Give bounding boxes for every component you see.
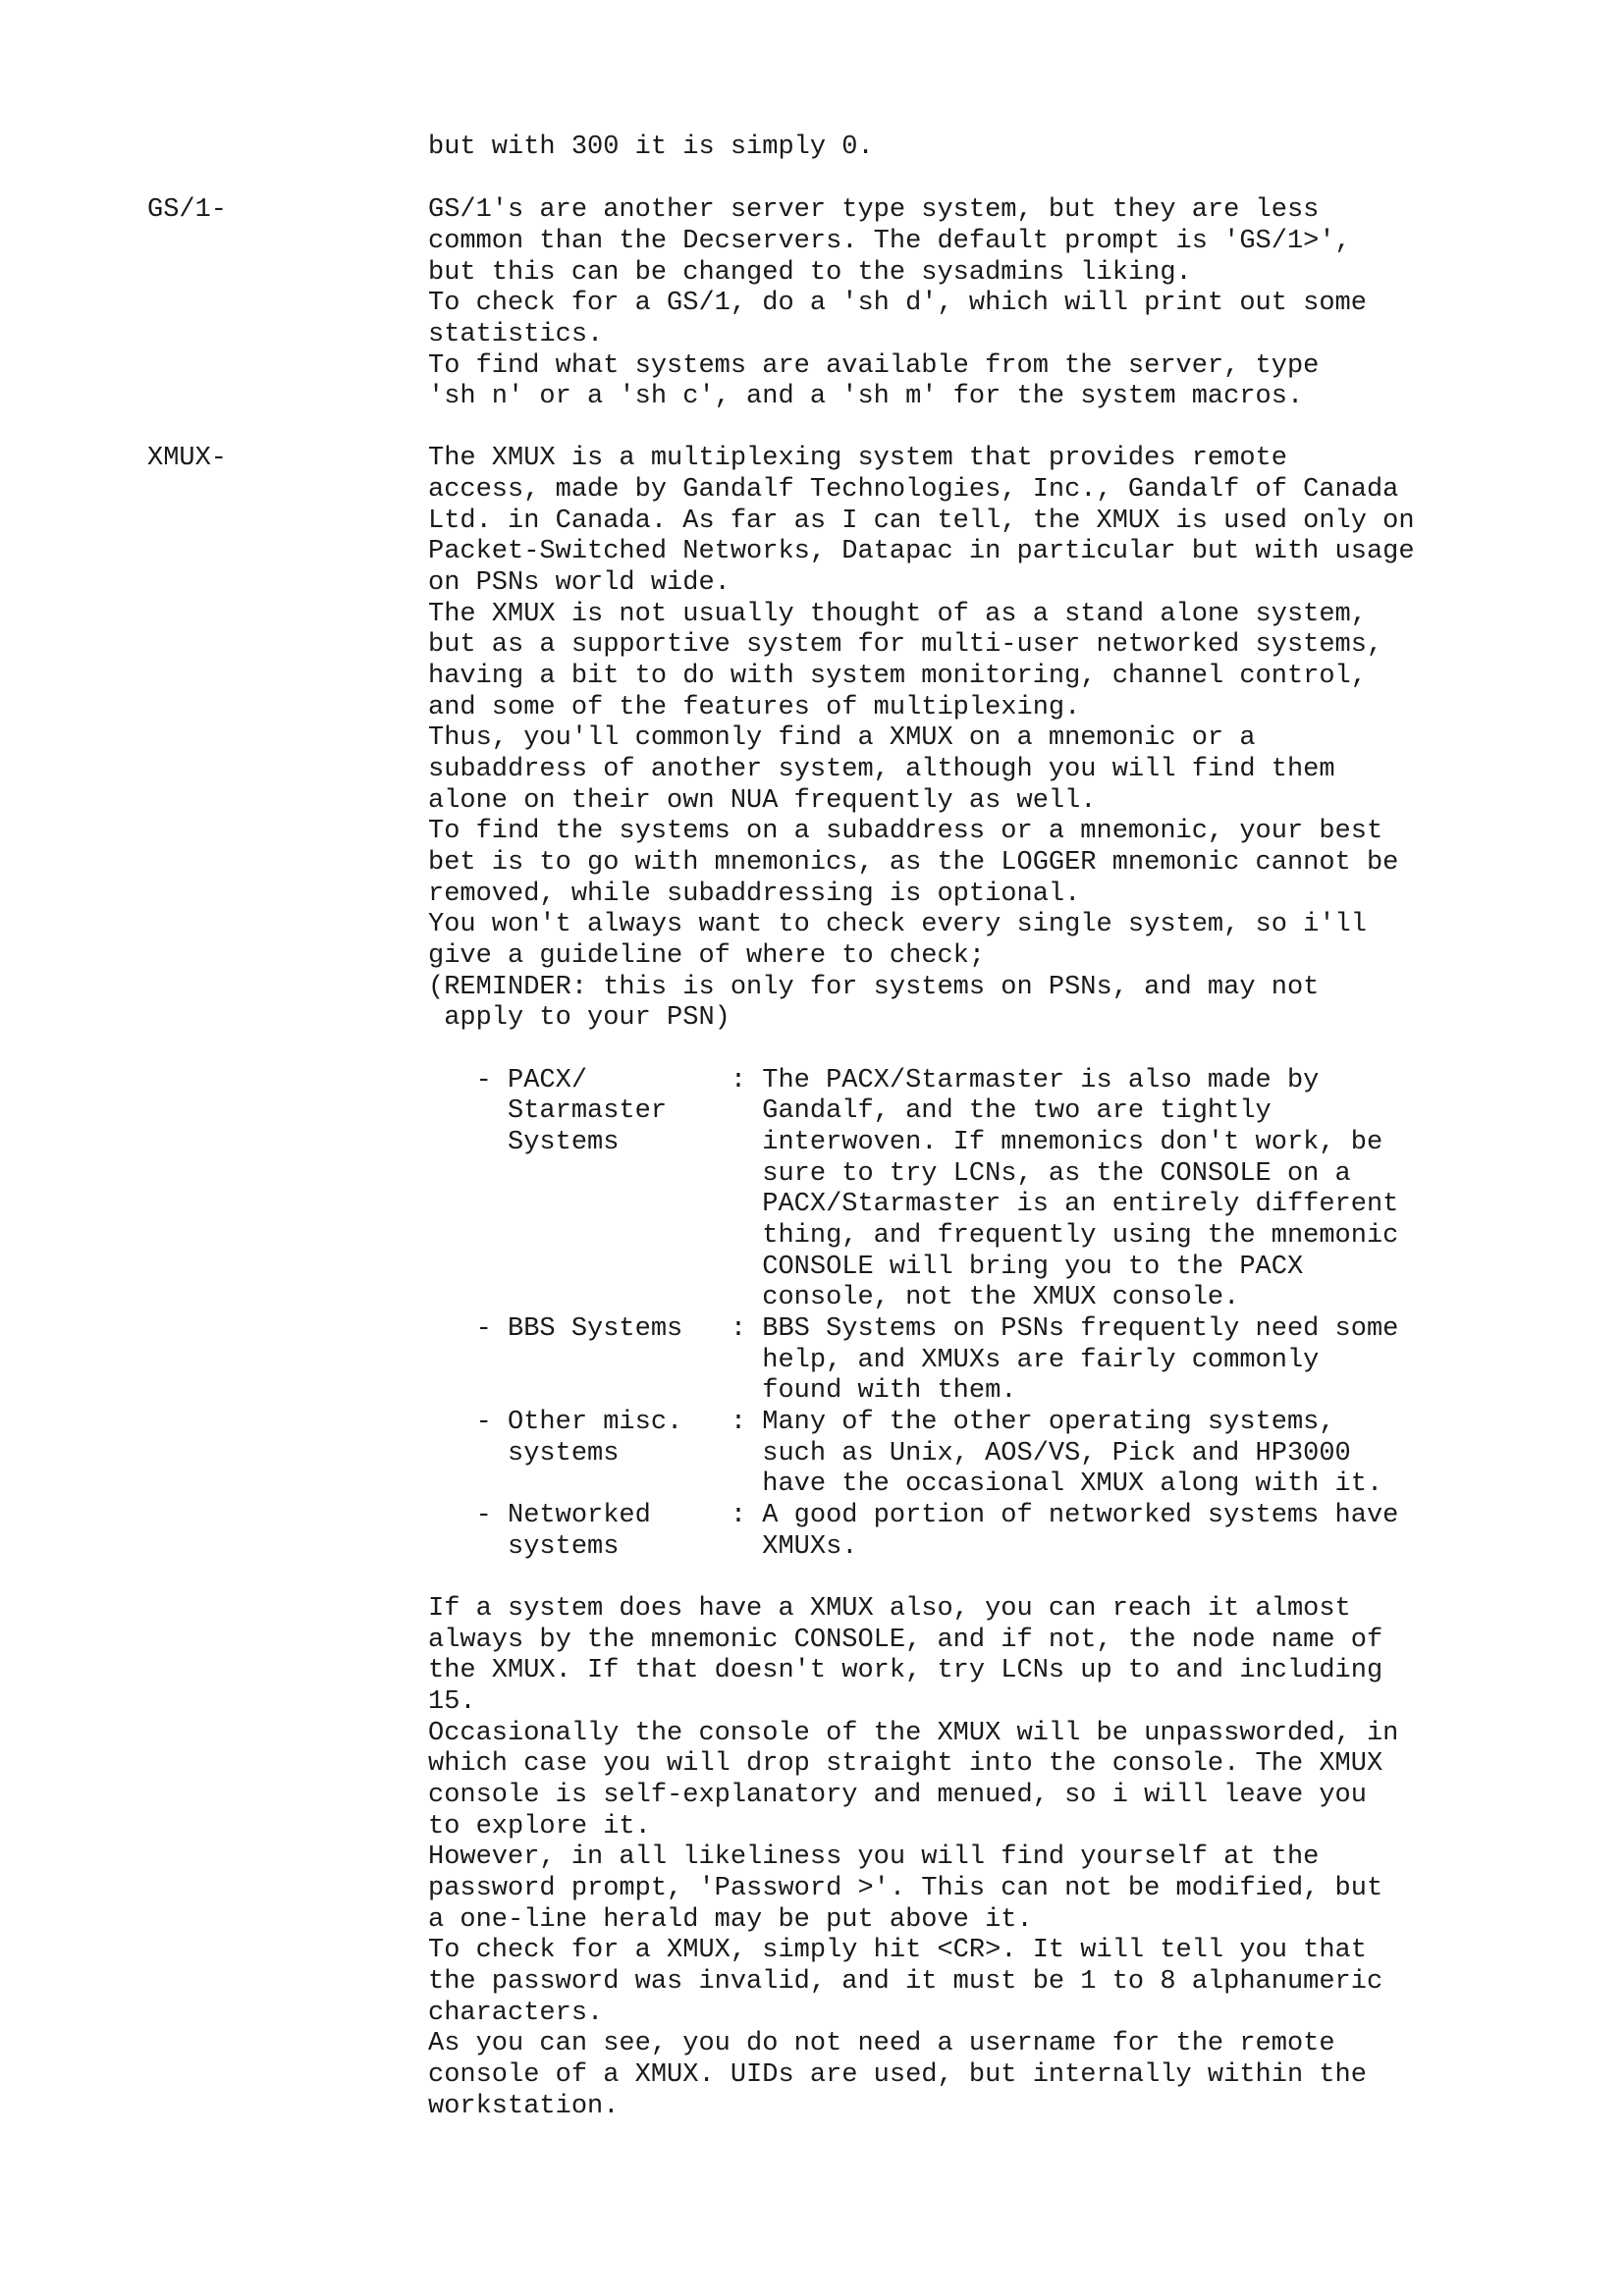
text-line: always by the mnemonic CONSOLE, and if not, the node name of — [428, 1626, 1383, 1655]
text-line: GS/1- — [147, 195, 228, 225]
text-line: apply to your PSN) — [428, 1003, 731, 1033]
text-line: and some of the features of multiplexing. — [428, 693, 1081, 722]
text-line: console is self-explanatory and menued, so i will leave you — [428, 1781, 1367, 1810]
text-line: To check for a GS/1, do a 'sh d', which will print out some — [428, 289, 1367, 318]
text-line: removed, while subaddressing is optional. — [428, 880, 1081, 909]
text-line: but with 300 it is simply 0. — [428, 133, 874, 162]
text-line: The XMUX is not usually thought of as a stand alone system, — [428, 600, 1367, 629]
text-line: found with them. — [428, 1376, 1017, 1406]
text-line: console, not the XMUX console. — [428, 1283, 1240, 1312]
text-line: console of a XMUX. UIDs are used, but internally within the — [428, 2060, 1367, 2090]
text-line: but this can be changed to the sysadmins liking. — [428, 258, 1192, 288]
text-line: The XMUX is a multiplexing system that provides remote — [428, 444, 1287, 473]
text-line: As you can see, you do not need a username for the remote — [428, 2029, 1335, 2058]
text-line: PACX/Starmaster is an entirely different — [428, 1190, 1399, 1219]
text-line: access, made by Gandalf Technologies, Inc., Gandalf of Canada — [428, 475, 1399, 505]
text-line: common than the Decservers. The default prompt is 'GS/1>', — [428, 227, 1351, 256]
text-line: characters. — [428, 1999, 604, 2028]
text-line: workstation. — [428, 2092, 620, 2121]
text-line: If a system does have a XMUX also, you can reach it almost — [428, 1594, 1351, 1624]
text-line: password prompt, 'Password >'. This can not be modified, but — [428, 1874, 1383, 1903]
text-line: GS/1's are another server type system, but they are less — [428, 195, 1320, 225]
text-line: - PACX/ : The PACX/Starmaster is also made by — [428, 1066, 1320, 1095]
text-line: - Other misc. : Many of the other operating systems, — [428, 1408, 1335, 1437]
text-line: (REMINDER: this is only for systems on PSNs, and may not — [428, 973, 1320, 1002]
text-line: but as a supportive system for multi-user networked systems, — [428, 630, 1383, 660]
text-line: Starmaster Gandalf, and the two are tightly — [428, 1096, 1272, 1126]
text-line: thing, and frequently using the mnemonic — [428, 1221, 1399, 1251]
text-line: systems XMUXs. — [428, 1532, 858, 1562]
text-line: the password was invalid, and it must be 1 to 8 alphanumeric — [428, 1967, 1383, 1997]
text-line: a one-line herald may be put above it. — [428, 1905, 1033, 1935]
text-line: Systems interwoven. If mnemonics don't work, be — [428, 1128, 1383, 1157]
text-line: Occasionally the console of the XMUX will be unpassworded, in — [428, 1719, 1399, 1748]
text-line: subaddress of another system, although you will find them — [428, 755, 1335, 784]
text-line: - BBS Systems : BBS Systems on PSNs frequently need some — [428, 1314, 1399, 1344]
text-line: statistics. — [428, 320, 604, 349]
text-line: bet is to go with mnemonics, as the LOGGER mnemonic cannot be — [428, 848, 1399, 878]
text-line: You won't always want to check every single system, so i'll — [428, 910, 1367, 939]
text-line: which case you will drop straight into the console. The XMUX — [428, 1749, 1383, 1779]
text-line: - Networked : A good portion of networked systems have — [428, 1501, 1399, 1530]
text-line: To find what systems are available from the server, type — [428, 351, 1320, 381]
text-line: on PSNs world wide. — [428, 568, 731, 598]
text-line: systems such as Unix, AOS/VS, Pick and HP3000 — [428, 1439, 1351, 1468]
text-line: to explore it. — [428, 1812, 651, 1842]
text-line: 'sh n' or a 'sh c', and a 'sh m' for the system macros. — [428, 382, 1304, 411]
text-line: To check for a XMUX, simply hit <CR>. It will tell you that — [428, 1936, 1367, 1965]
text-line: help, and XMUXs are fairly commonly — [428, 1346, 1320, 1375]
text-line: Thus, you'll commonly find a XMUX on a mnemonic or a — [428, 723, 1256, 753]
text-line: sure to try LCNs, as the CONSOLE on a — [428, 1159, 1351, 1189]
text-line: give a guideline of where to check; — [428, 941, 986, 971]
text-line: having a bit to do with system monitoring, channel control, — [428, 662, 1367, 691]
text-line: To find the systems on a subaddress or a mnemonic, your best — [428, 817, 1383, 846]
text-line: CONSOLE will bring you to the PACX — [428, 1253, 1304, 1282]
text-line: alone on their own NUA frequently as well. — [428, 786, 1097, 816]
text-line: Ltd. in Canada. As far as I can tell, the XMUX is used only on — [428, 507, 1415, 536]
text-line: XMUX- — [147, 444, 228, 473]
text-line: Packet-Switched Networks, Datapac in particular but with usage — [428, 537, 1415, 566]
text-line: have the occasional XMUX along with it. — [428, 1469, 1383, 1499]
text-line: the XMUX. If that doesn't work, try LCNs up to and including — [428, 1656, 1383, 1685]
text-line: However, in all likeliness you will find yourself at the — [428, 1842, 1320, 1872]
text-line: 15. — [428, 1687, 476, 1717]
